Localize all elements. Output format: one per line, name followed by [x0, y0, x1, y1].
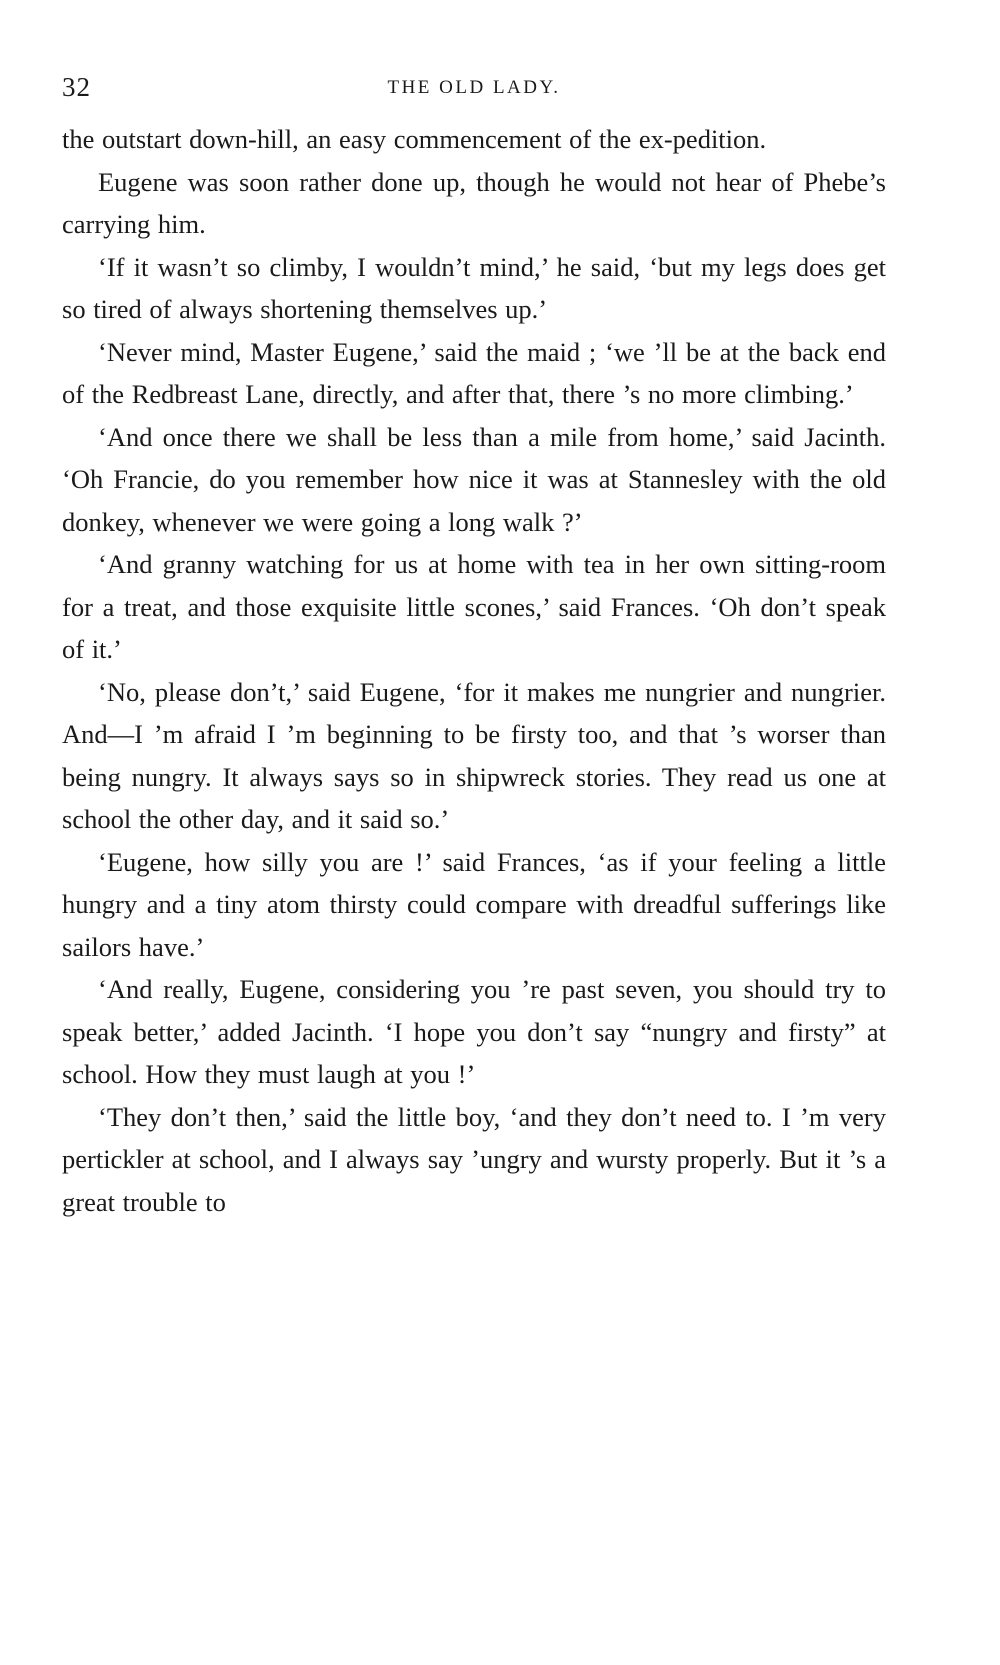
paragraph: ‘And once there we shall be less than a mile from home,’ said Jacinth. ‘Oh Francie, do you remember how nice it was at Stannesley with the old donkey, whenever we were going a long walk ?’	[62, 421, 886, 537]
paragraph: the outstart down-hill, an easy commencement of the ex-pedition.	[62, 124, 767, 154]
page-number: 32	[62, 72, 91, 102]
paragraph: Eugene was soon rather done up, though he would not hear of Phebe’s carrying him.	[62, 166, 886, 239]
paragraph: ‘Eugene, how silly you are !’ said Frances, ‘as if your feeling a little hungry and a tiny atom thirsty could compare with dreadful sufferings like sailors have.’	[62, 846, 886, 962]
paragraph: ‘They don’t then,’ said the little boy, ‘and they don’t need to. I ’m very pertickler at school, and I always say ’ungry and wursty properly. But it ’s a great trouble to	[62, 1101, 886, 1217]
body-text	[62, 118, 886, 1223]
running-head: THE OLD LADY.	[387, 77, 561, 98]
paragraph: ‘If it wasn’t so climby, I wouldn’t mind,’ he said, ‘but my legs does get so tired of always shortening themselves up.’	[62, 251, 886, 324]
paragraph: ‘No, please don’t,’ said Eugene, ‘for it makes me nungrier and nungrier. And—I ’m afraid I ’m beginning to be firsty too, and that ’s worser than being nungry. It always says so in shipwreck stories. They read us one at school the other day, and it said so.’	[62, 676, 886, 834]
page-header	[62, 72, 886, 108]
paragraph: ‘Never mind, Master Eugene,’ said the maid ; ‘we ’ll be at the back end of the Redbreast Lane, directly, and after that, there ’s no more climbing.’	[62, 336, 886, 409]
paragraph: ‘And really, Eugene, considering you ’re past seven, you should try to speak better,’ added Jacinth. ‘I hope you don’t say “nungry and firsty” at school. How they must laugh at you !’	[62, 974, 886, 1089]
paragraph: ‘And granny watching for us at home with tea in her own sitting-room for a treat, and those exquisite little scones,’ said Frances. ‘Oh don’t speak of it.’	[62, 549, 886, 664]
